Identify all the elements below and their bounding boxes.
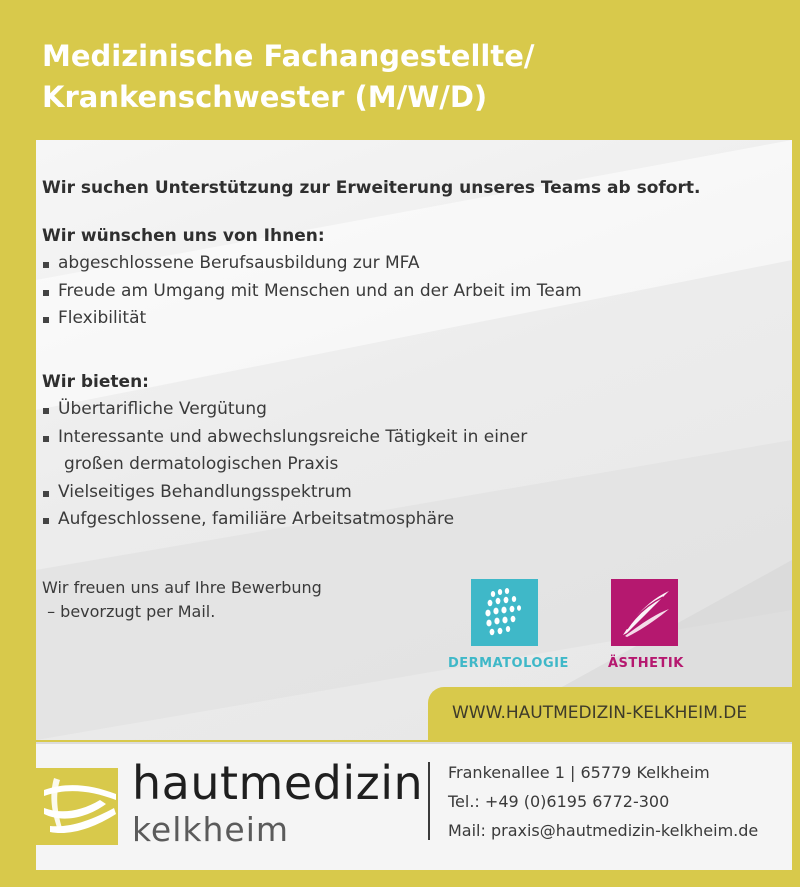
intro-text: Wir suchen Unterstützung zur Erweiterung unseres Teams ab sofort.	[42, 178, 701, 198]
list-item: Aufgeschlossene, familiäre Arbeitsatmosphäre	[42, 506, 527, 534]
content-panel	[36, 140, 792, 740]
dermatology-logo	[471, 579, 538, 646]
footer-divider	[428, 762, 430, 840]
list-item: abgeschlossene Berufsausbildung zur MFA	[42, 250, 582, 278]
aesthetics-logo	[611, 579, 678, 646]
contact-email[interactable]: Mail: praxis@hautmedizin-kelkheim.de	[448, 821, 759, 840]
wishes-heading: Wir wünschen uns von Ihnen:	[42, 226, 325, 246]
offers-list	[42, 396, 527, 534]
wishes-list	[42, 250, 582, 333]
footer	[36, 742, 792, 870]
list-item: Übertarifliche Vergütung	[42, 396, 527, 424]
job-title-line-1: Medizinische Fachangestellte/	[42, 39, 535, 73]
brand-name: hautmedizin	[132, 756, 424, 810]
aesthetics-label: ÄSTHETIK	[608, 656, 684, 671]
contact-block	[448, 758, 758, 845]
list-item: Freude am Umgang mit Menschen und an der Arbeit im Team	[42, 278, 582, 306]
website-link[interactable]: WWW.HAUTMEDIZIN-KELKHEIM.DE	[452, 703, 748, 723]
website-band	[428, 687, 800, 742]
contact-phone[interactable]: Tel.: +49 (0)6195 6772-300	[448, 792, 670, 811]
list-item-continuation: großen dermatologischen Praxis	[64, 454, 339, 474]
contact-address: Frankenallee 1 | 65779 Kelkheim	[448, 763, 710, 782]
job-title	[42, 36, 762, 118]
dots-icon	[471, 579, 538, 646]
job-title-line-2: Krankenschwester (M/W/D)	[42, 80, 488, 114]
offers-heading: Wir bieten:	[42, 372, 149, 392]
closing-text	[42, 576, 322, 624]
brand-swoosh-icon	[36, 768, 118, 845]
list-item: Vielseitiges Behandlungsspektrum	[42, 479, 527, 507]
list-item: Interessante und abwechslungsreiche Tätigkeit in einer	[42, 424, 527, 452]
feather-icon	[611, 579, 678, 646]
closing-line-1: Wir freuen uns auf Ihre Bewerbung	[42, 578, 322, 597]
closing-line-2: – bevorzugt per Mail.	[42, 602, 216, 621]
list-item: Flexibilität	[42, 305, 582, 333]
dermatology-label: DERMATOLOGIE	[448, 656, 569, 671]
brand-city: kelkheim	[132, 810, 290, 849]
